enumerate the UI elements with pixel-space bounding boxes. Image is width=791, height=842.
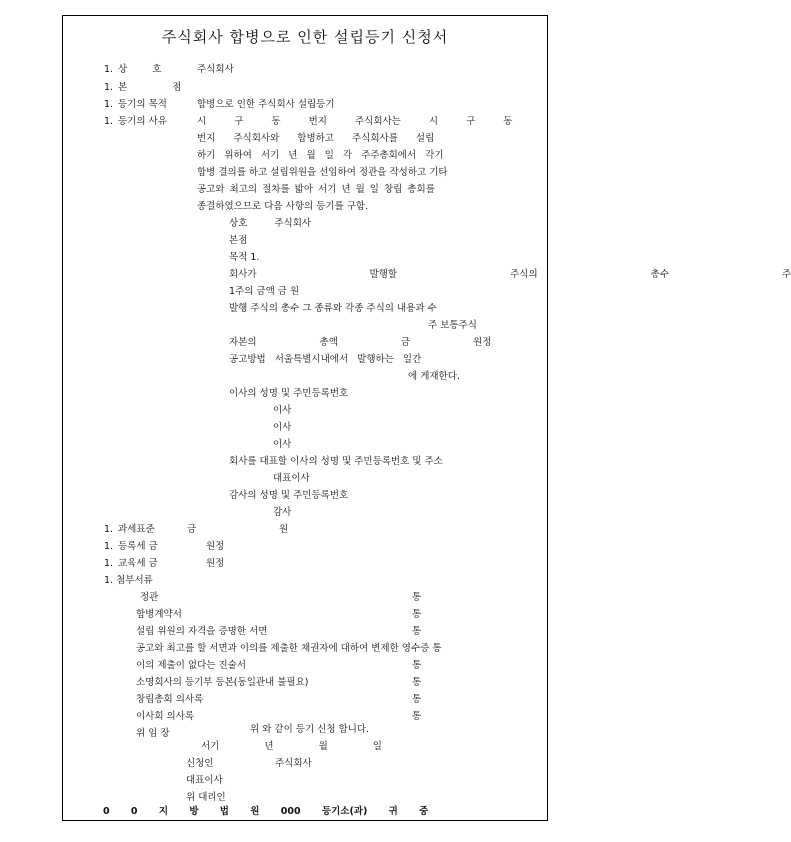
attachment-name: 설립 위원의 자격을 증명한 서면 bbox=[136, 626, 268, 637]
detail-line: 목적 1. bbox=[229, 252, 260, 263]
label-purpose: 등기의 목적 bbox=[118, 99, 167, 110]
attachment-count: 통 bbox=[412, 626, 422, 637]
item-number: 1. bbox=[104, 116, 114, 127]
detail-line: 주 보통주식 bbox=[428, 320, 477, 331]
attachment-name: 이사회 의사록 bbox=[136, 711, 195, 722]
attachment-name: 정관 bbox=[140, 592, 159, 603]
item-number: 1. bbox=[104, 558, 114, 569]
detail-line: 본점 bbox=[229, 235, 248, 246]
detail-line: 회사가 발행할 주식의 총수 주 bbox=[229, 269, 791, 280]
attachments-header: 1. 첨부서류 bbox=[104, 575, 153, 586]
attachment-count: 통 bbox=[412, 677, 422, 688]
label-tax-base: 과세표준 bbox=[118, 524, 155, 535]
attachment-name: 위 임 장 bbox=[136, 728, 170, 739]
detail-line: 공고방법 서울특별시내에서 발행하는 일간 bbox=[229, 354, 422, 365]
item-number: 1. bbox=[104, 99, 114, 110]
attachment-count: 통 bbox=[412, 711, 422, 722]
reason-line: 공고와 최고의 절차를 밟아 서기 년 월 일 창립 총회를 bbox=[197, 184, 435, 195]
detail-line: 발행 주식의 총수 그 종류와 각종 주식의 내용과 수 bbox=[229, 303, 437, 314]
detail-line: 상호 주식회사 bbox=[229, 218, 312, 229]
court-addressee: 0 0 지 방 법 원 000 등기소(과) 귀 중 bbox=[103, 806, 429, 817]
detail-line: 감사의 성명 및 주민등록번호 bbox=[229, 490, 349, 501]
reason-line: 종결하였으므로 다음 사항의 등기를 구함. bbox=[197, 201, 369, 212]
registration-tax-unit: 원정 bbox=[206, 541, 225, 552]
label-registration-tax: 등록세 금 bbox=[118, 541, 158, 552]
reason-line: 시 구 동 번지 주식회사는 시 구 동 bbox=[197, 116, 513, 127]
label-reason: 등기의 사유 bbox=[118, 116, 167, 127]
detail-line: 회사를 대표할 이사의 성명 및 주민등록번호 및 주소 bbox=[229, 456, 443, 467]
reason-line: 합병 결의를 하고 설립위원을 선임하여 정관을 작성하고 기타 bbox=[197, 167, 448, 178]
label-company-name: 상 호 bbox=[118, 64, 162, 75]
education-tax-unit: 원정 bbox=[206, 558, 225, 569]
detail-line: 이사의 성명 및 주민등록번호 bbox=[229, 388, 349, 399]
representative-label: 대표이사 bbox=[186, 775, 223, 786]
attachment-name: 창립총회 의사록 bbox=[136, 694, 204, 705]
attachment-name: 소명회사의 등기부 등본(동일관내 불필요) bbox=[136, 677, 309, 688]
tax-base-currency: 금 bbox=[187, 524, 197, 535]
detail-line: 이사 bbox=[273, 439, 292, 450]
attachment-name: 합병계약서 bbox=[136, 609, 182, 620]
label-head-office: 본 점 bbox=[118, 82, 182, 93]
detail-line: 1주의 금액 금 원 bbox=[229, 286, 300, 297]
item-number: 1. bbox=[104, 82, 114, 93]
agent-label: 위 대리인 bbox=[186, 792, 226, 803]
detail-line: 이사 bbox=[273, 405, 292, 416]
item-number: 1. bbox=[104, 64, 114, 75]
attachment-count: 통 bbox=[412, 660, 422, 671]
tax-base-unit: 원 bbox=[279, 524, 289, 535]
value-company-name: 주식회사 bbox=[197, 64, 234, 75]
attachment-name: 이의 제출이 없다는 진술서 bbox=[136, 660, 247, 671]
detail-line: 감사 bbox=[273, 507, 292, 518]
attachment-count: 통 bbox=[412, 694, 422, 705]
detail-line: 에 게재한다. bbox=[408, 371, 460, 382]
attachment-count: 통 bbox=[412, 592, 422, 603]
item-number: 1. bbox=[104, 524, 114, 535]
closing-statement: 위 와 같이 등기 신청 합니다. bbox=[250, 724, 370, 735]
attachment-name: 공고와 최고를 할 서면과 이의를 제출한 채권자에 대하여 변제한 영수증 통 bbox=[136, 643, 442, 654]
applicant-label: 신청인 bbox=[186, 758, 214, 769]
detail-line: 대표이사 bbox=[273, 473, 310, 484]
attachment-count: 통 bbox=[412, 609, 422, 620]
detail-line: 자본의 총액 금 원정 bbox=[229, 337, 492, 348]
date-line: 서기 년 월 일 bbox=[201, 741, 382, 752]
document-title: 주식회사 합병으로 인한 설립등기 신청서 bbox=[161, 28, 449, 46]
reason-line: 하기 위하여 서기 년 월 일 각 주주총회에서 각기 bbox=[197, 150, 444, 161]
applicant-value: 주식회사 bbox=[275, 758, 312, 769]
value-purpose: 합병으로 인한 주식회사 설립등기 bbox=[197, 99, 335, 110]
label-education-tax: 교육세 금 bbox=[118, 558, 158, 569]
reason-line: 번지 주식회사와 합병하고 주식회사를 설립 bbox=[197, 133, 435, 144]
detail-line: 이사 bbox=[273, 422, 292, 433]
item-number: 1. bbox=[104, 541, 114, 552]
